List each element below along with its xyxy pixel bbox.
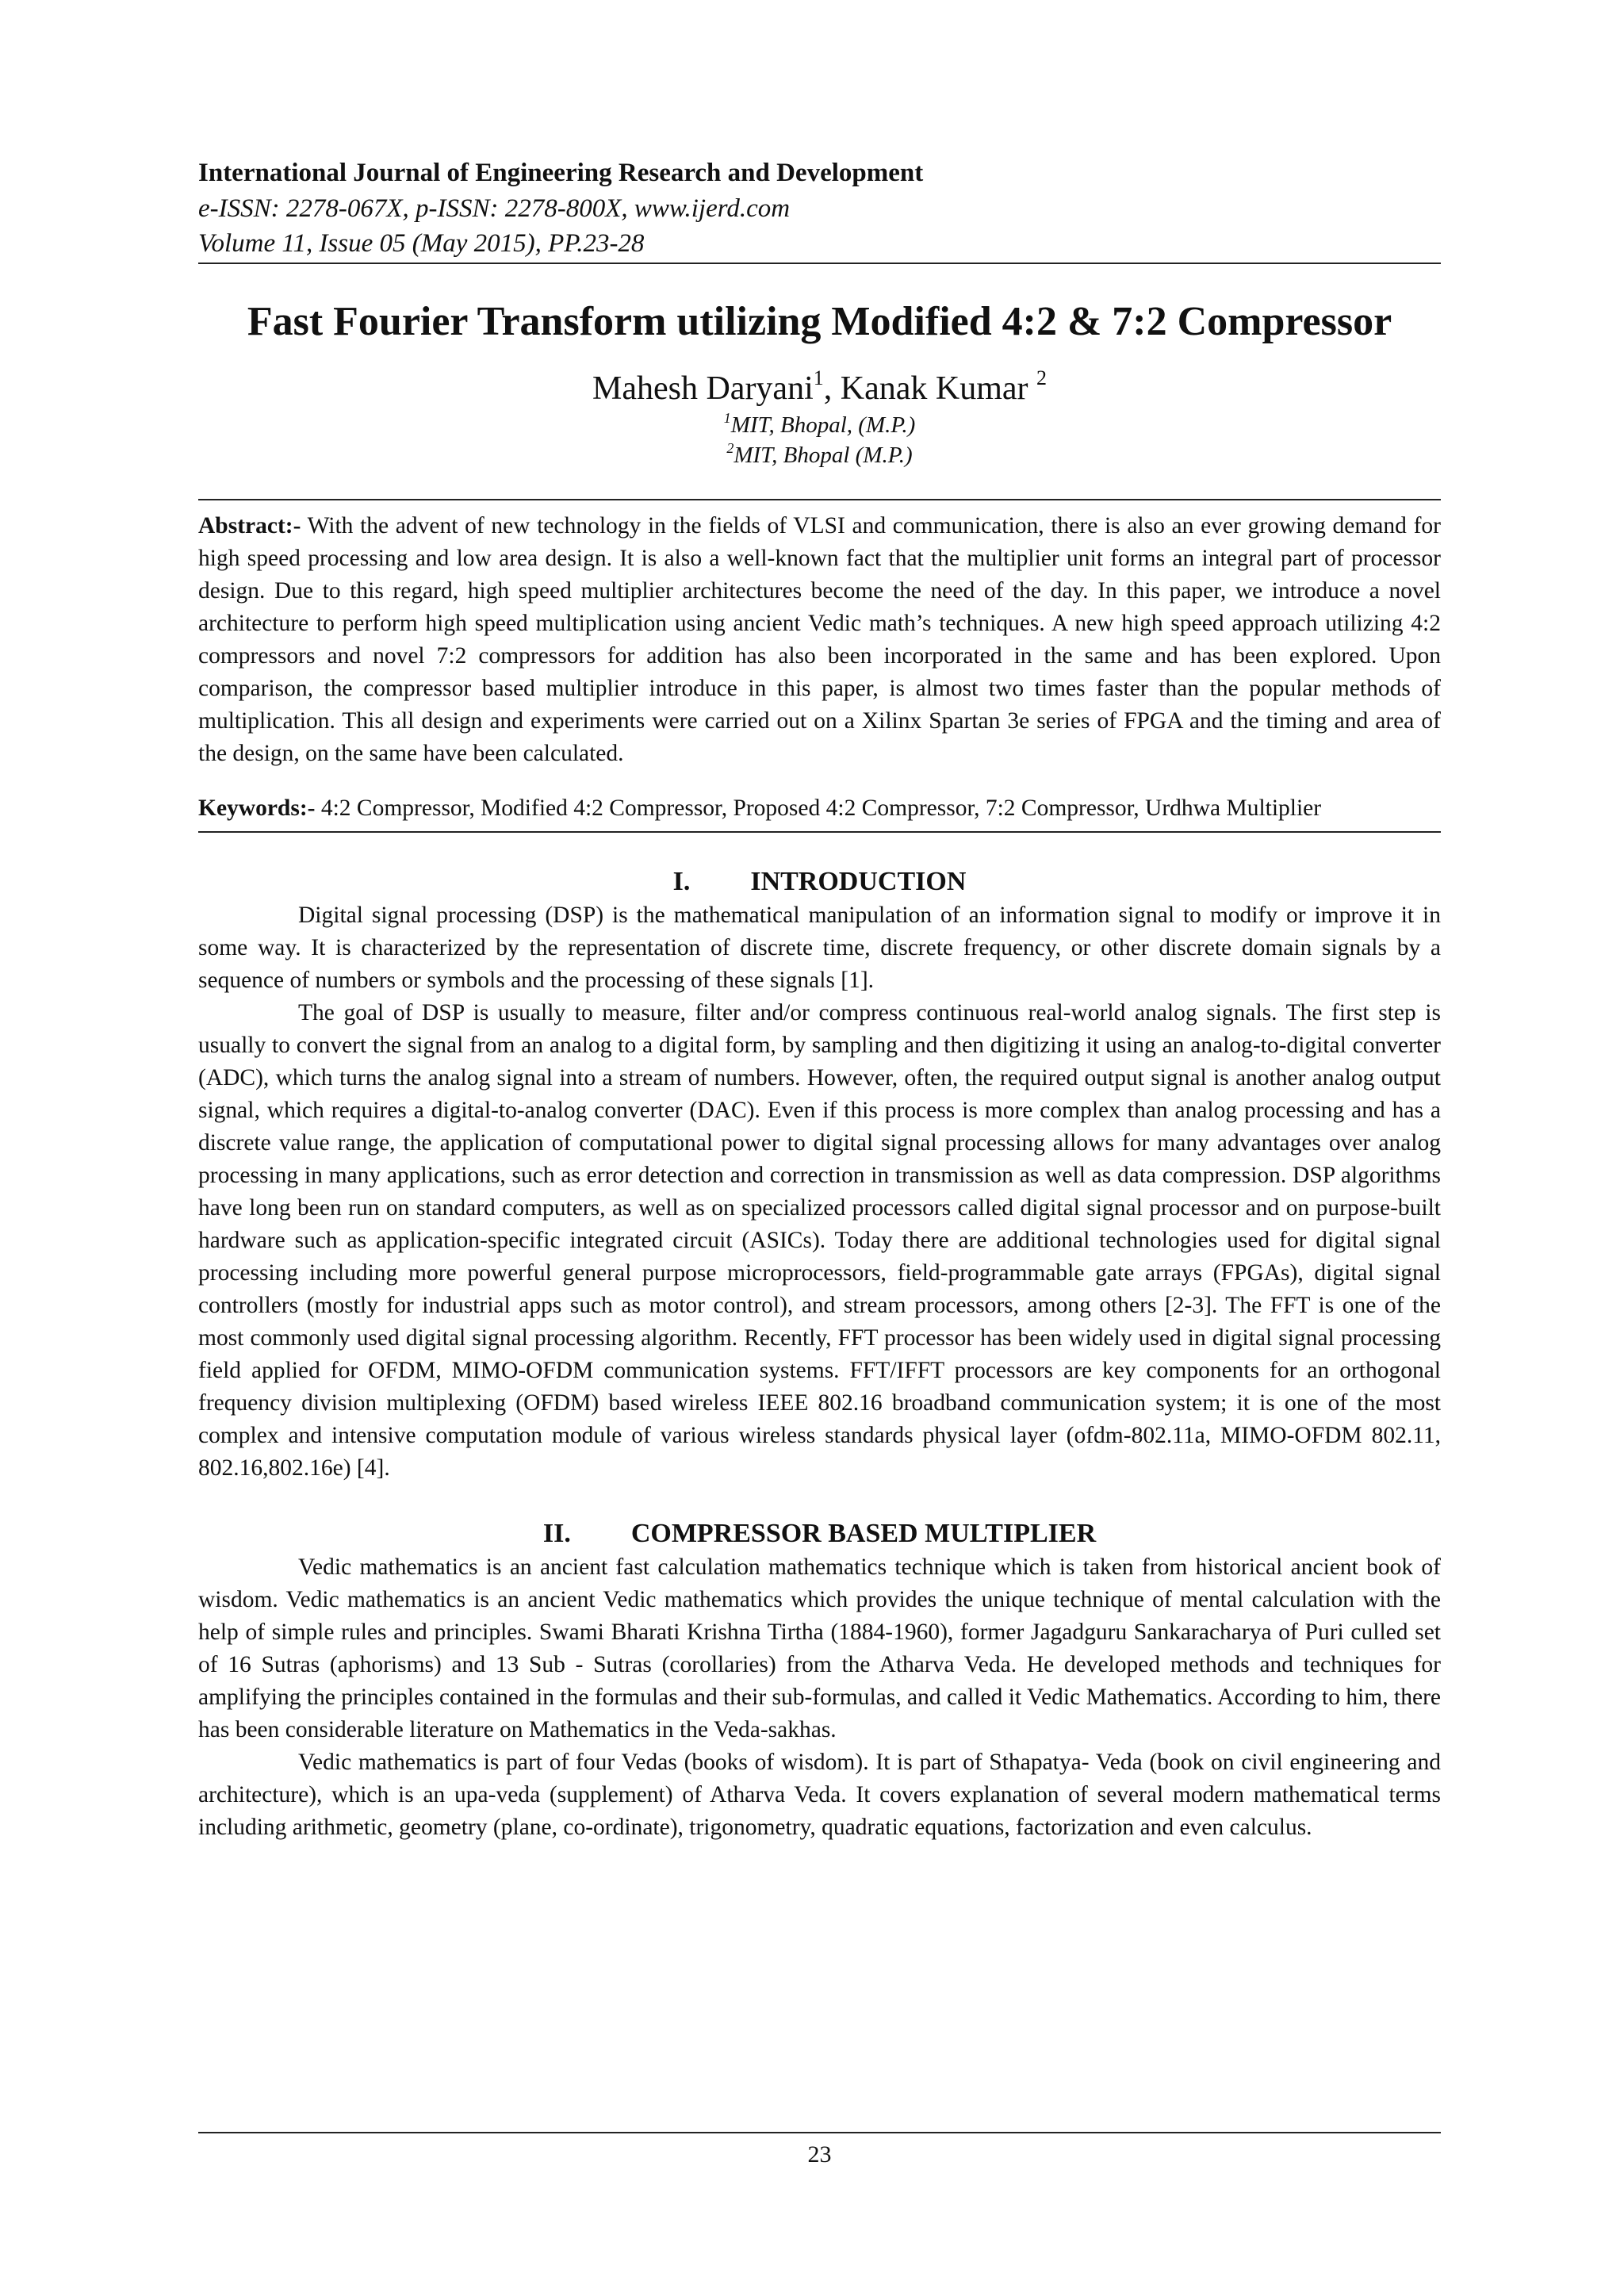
keywords-bottom-rule [198, 831, 1441, 833]
journal-volume: Volume 11, Issue 05 (May 2015), PP.23-28 [198, 229, 645, 258]
author-affiliation-mark: 2 [1036, 366, 1047, 389]
abstract-text: With the advent of new technology in the fields of VLSI and communication, there is also an ever growing demand for high speed processing and low area design. It is also a well-known fact that the multiplier unit forms an integral part of processor design. Due to this regard, high speed multiplier architectures become the need of the day. In this paper, we introduce a novel architecture to perform high speed multiplication using ancient Vedic math’s techniques. A new high speed approach utilizing 4:2 compressors and novel 7:2 compressors for addition has also been incorporated in the same and has been explored. Upon comparison, the compressor based multiplier introduce in this paper, is almost two times faster than the popular methods of multiplication. This all design and experiments were carried out on a Xilinx Spartan 3e series of FPGA and the timing and area of the design, on the same have been calculated. [198, 513, 1441, 766]
keywords-label: Keywords:- [198, 795, 316, 821]
abstract-label: Abstract:- [198, 513, 301, 539]
body-paragraph: Vedic mathematics is part of four Vedas (books of wisdom). It is part of Sthapatya- Veda (book on civil engineering and architecture), which is an upa-veda (supplement) of Atharva Veda. It covers explanation of several modern mathematical terms including arithmetic, geometry (plane, co-ordinate), trigonometry, quadratic equations, factorization and even calculus. [198, 1750, 1441, 1840]
affiliation-mark: 2 [726, 440, 734, 456]
section-number: I. [672, 867, 691, 896]
journal-issn: e-ISSN: 2278-067X, p-ISSN: 2278-800X, www.ijerd.com [198, 194, 791, 223]
body-paragraph: The goal of DSP is usually to measure, filter and/or compress continuous real-world analog signals. The first step is usually to convert the signal from an analog to a digital form, by sampling and then digitizing it using an analog-to-digital converter (ADC), which turns the analog signal into a stream of numbers. However, often, the required output signal is another analog output signal, which requires a digital-to-analog converter (DAC). Even if this process is more complex than analog processing and has a discrete value range, the application of computational power to digital signal processing allows for many advantages over analog processing in many applications, such as error detection and correction in transmission as well as data compression. DSP algorithms have long been run on standard computers, as well as on specialized processors called digital signal processor and on purpose-built hardware such as application-specific integrated circuit (ASICs). Today there are additional technologies used for digital signal processing including more powerful general purpose microprocessors, field-programmable gate arrays (FPGAs), digital signal controllers (mostly for industrial apps such as motor control), and stream processors, among others [2-3]. The FFT is one of the most commonly used digital signal processing algorithm. Recently, FFT processor has been widely used in digital signal processing field applied for OFDM, MIMO-OFDM communication systems. FFT/IFFT processors are key components for an orthogonal frequency division multiplexing (OFDM) based wireless IEEE 802.16 broadband communication system; it is one of the most complex and intensive computation module of various wireless standards physical layer (ofdm-802.11a, MIMO-OFDM 802.11, 802.16,802.16e) [4]. [198, 1000, 1441, 1481]
abstract-top-rule [198, 499, 1441, 500]
keywords [198, 792, 1441, 825]
author-affiliation-mark: 1 [813, 366, 824, 389]
section-number: II. [542, 1519, 571, 1548]
author-separator: , [823, 370, 841, 407]
section-heading [198, 1516, 1441, 1551]
affiliation-mark: 1 [723, 410, 731, 426]
author-list [198, 367, 1441, 410]
affiliation [198, 410, 1441, 440]
section-title: COMPRESSOR BASED MULTIPLIER [630, 1519, 1097, 1548]
paper-page [198, 155, 1441, 1844]
journal-name: International Journal of Engineering Research and Development [198, 159, 924, 187]
page-number: 23 [807, 2141, 832, 2168]
author-name: Mahesh Daryani [592, 370, 814, 407]
body-paragraph: Vedic mathematics is an ancient fast calculation mathematics technique which is taken from historical ancient book of wisdom. Vedic mathematics is an ancient Vedic mathematics which provides the unique technique of mental calculation with the help of simple rules and principles. Swami Bharati Krishna Tirtha (1884-1960), former Jagadguru Sankaracharya of Puri culled set of 16 Sutras (aphorisms) and 13 Sub - Sutras (corollaries) from the Atharva Veda. He developed methods and techniques for amplifying the principles contained in the formulas and their sub-formulas, and called it Vedic Mathematics. According to him, there has been considerable literature on Mathematics in the Veda-sakhas. [198, 1554, 1441, 1742]
affiliation-text: MIT, Bhopal (M.P.) [733, 443, 913, 468]
section-heading [198, 864, 1441, 899]
header-divider [198, 263, 1441, 264]
abstract [198, 510, 1441, 770]
keywords-text: 4:2 Compressor, Modified 4:2 Compressor, Proposed 4:2 Compressor, 7:2 Compressor, Urdhwa Multiplier [315, 795, 1322, 821]
section-title: INTRODUCTION [750, 867, 967, 896]
paper-title: Fast Fourier Transform utilizing Modified 4:2 & 7:2 Compressor [247, 299, 1392, 344]
body-paragraph: Digital signal processing (DSP) is the mathematical manipulation of an information signal to modify or improve it in some way. It is characterized by the representation of discrete time, discrete frequency, or other discrete domain signals by a sequence of numbers or symbols and the processing of these signals [1]. [198, 903, 1441, 993]
affiliation [198, 440, 1441, 470]
author-name: Kanak Kumar [840, 370, 1036, 407]
footer-divider [198, 2132, 1441, 2133]
affiliation-text: MIT, Bhopal, (M.P.) [730, 412, 916, 438]
